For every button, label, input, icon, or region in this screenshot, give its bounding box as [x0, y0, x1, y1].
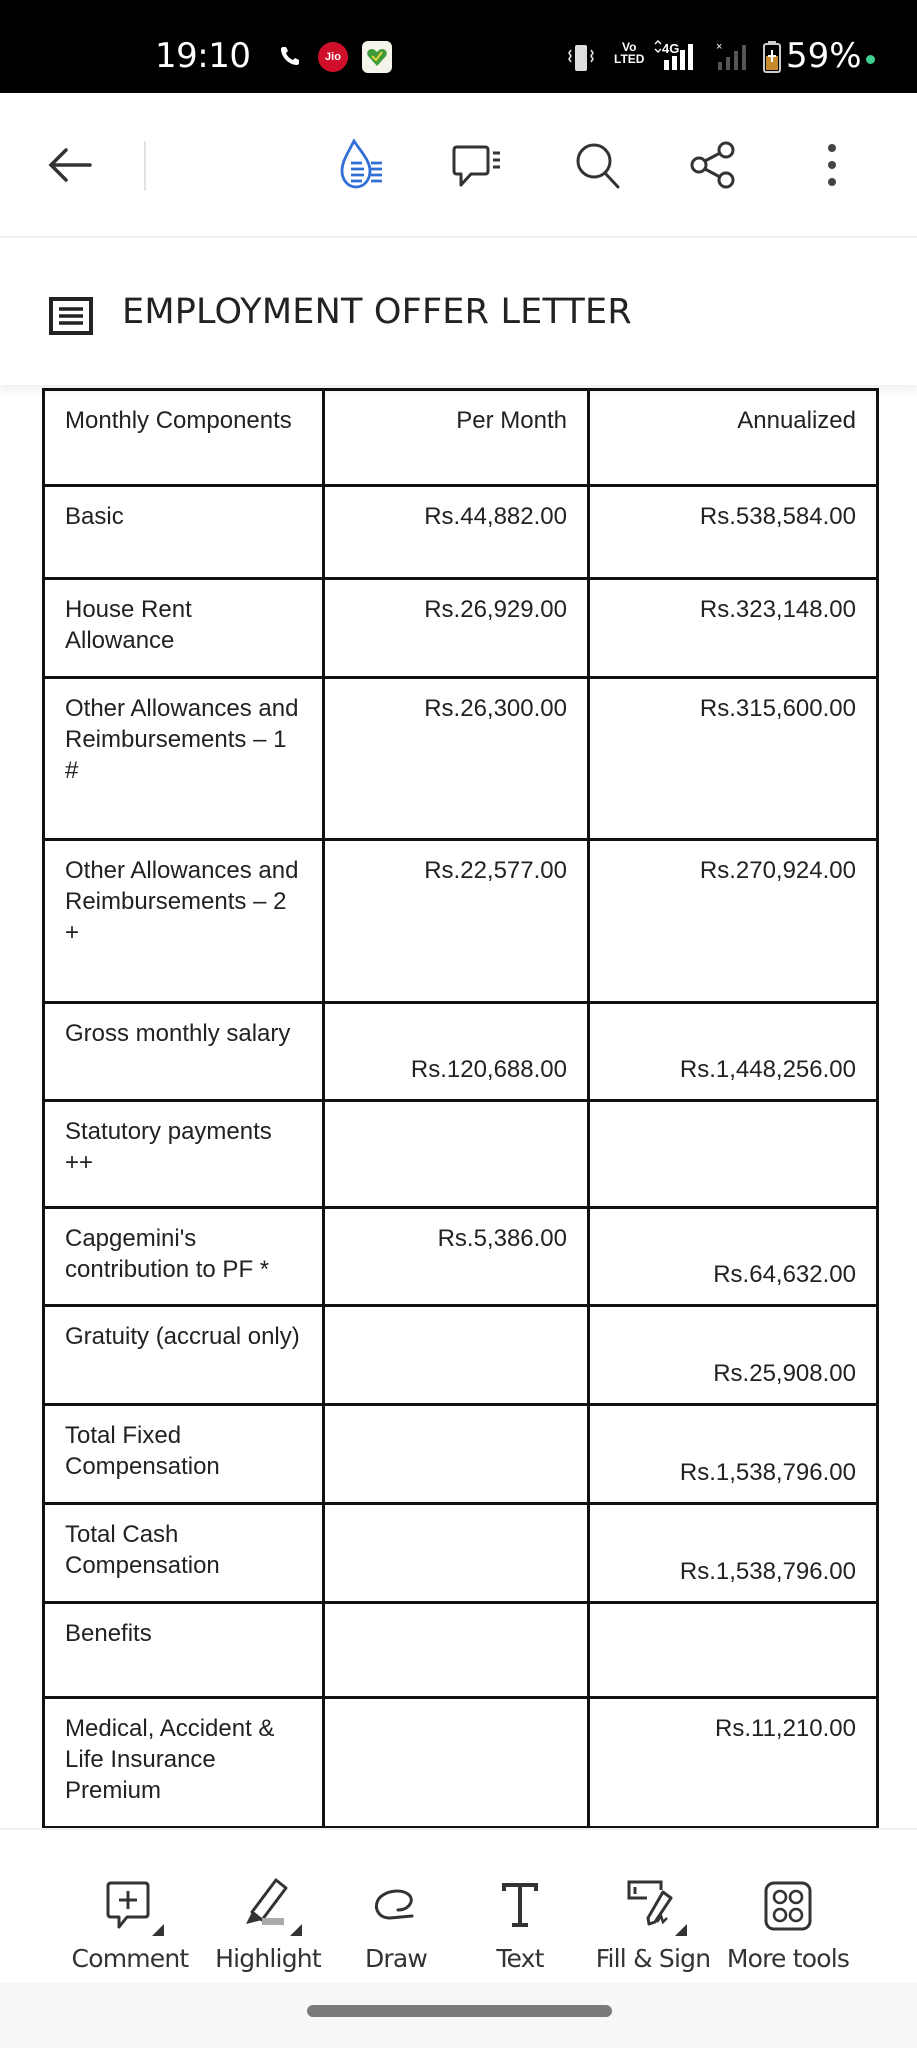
component-cell: Gross monthly salary	[44, 1003, 324, 1101]
component-cell: Other Allowances and Reimbursements – 1 #	[44, 678, 324, 840]
table-row	[44, 1698, 878, 1828]
document-page[interactable]	[0, 385, 917, 1830]
tool-label: Comment	[71, 1944, 189, 1973]
table-row	[44, 1003, 878, 1101]
per-month-cell	[324, 1405, 589, 1504]
header-cell: Per Month	[324, 390, 589, 486]
compensation-table	[42, 388, 879, 1829]
annualized-cell: Rs.315,600.00	[589, 678, 878, 840]
grid-tools-icon	[748, 1874, 828, 1938]
comment-tool-button[interactable]	[70, 1830, 190, 1985]
health-app-icon	[362, 41, 392, 73]
text-t-icon	[480, 1874, 560, 1938]
phone-call-icon	[278, 44, 302, 73]
system-navigation-bar	[0, 1983, 917, 2048]
annualized-cell: Rs.11,210.00	[589, 1698, 878, 1828]
draw-tool-button[interactable]	[346, 1830, 446, 1985]
component-cell: Statutory payments ++	[44, 1101, 324, 1208]
header-cell: Annualized	[589, 390, 878, 486]
component-cell: House Rent Allowance	[44, 579, 324, 678]
table-row	[44, 1208, 878, 1306]
annualized-cell: Rs.64,632.00	[589, 1208, 878, 1306]
document-title-bar	[0, 240, 917, 385]
highlight-tool-button[interactable]	[208, 1830, 328, 1985]
comment-add-icon	[90, 1874, 170, 1938]
table-row	[44, 1504, 878, 1603]
tool-label: Highlight	[215, 1944, 321, 1973]
per-month-cell: Rs.26,300.00	[324, 678, 589, 840]
table-row	[44, 486, 878, 579]
toolbar-divider	[144, 141, 146, 191]
per-month-cell	[324, 1306, 589, 1405]
home-gesture-handle[interactable]	[307, 2005, 612, 2017]
battery-percent: 59%	[786, 36, 862, 76]
status-bar	[0, 0, 917, 93]
annualized-cell: Rs.1,538,796.00	[589, 1504, 878, 1603]
svg-text:×: ×	[716, 41, 723, 53]
bottom-toolbar	[0, 1828, 917, 1983]
per-month-cell	[324, 1101, 589, 1208]
per-month-cell	[324, 1603, 589, 1698]
jio-app-icon: Jio	[318, 42, 348, 72]
document-title: EMPLOYMENT OFFER LETTER	[122, 292, 632, 332]
status-time: 19:10	[155, 36, 251, 76]
table-row	[44, 579, 878, 678]
component-cell: Gratuity (accrual only)	[44, 1306, 324, 1405]
notification-dot-icon	[866, 55, 875, 64]
more-options-button[interactable]	[800, 133, 864, 197]
per-month-cell: Rs.44,882.00	[324, 486, 589, 579]
tool-label: Fill & Sign	[595, 1944, 711, 1973]
annualized-cell: Rs.1,538,796.00	[589, 1405, 878, 1504]
table-header-row	[44, 390, 878, 486]
table-row	[44, 1101, 878, 1208]
table-row	[44, 678, 878, 840]
signal-4g-icon	[652, 40, 702, 77]
document-lines-icon	[48, 296, 94, 341]
annualized-cell	[589, 1603, 878, 1698]
tool-label: Draw	[364, 1944, 428, 1973]
component-cell: Capgemini's contribution to PF *	[44, 1208, 324, 1306]
table-row	[44, 840, 878, 1003]
liquid-mode-button[interactable]	[332, 133, 396, 197]
table-row	[44, 1603, 878, 1698]
signal-no-sim-icon	[716, 40, 756, 77]
fill-sign-tool-button[interactable]	[588, 1830, 718, 1985]
vibrate-icon	[566, 44, 596, 77]
component-cell: Total Fixed Compensation	[44, 1405, 324, 1504]
annualized-cell: Rs.538,584.00	[589, 486, 878, 579]
dropdown-corner-icon	[290, 1924, 302, 1936]
share-button[interactable]	[682, 133, 746, 197]
search-icon	[570, 137, 626, 193]
svg-text:4G: 4G	[662, 41, 680, 56]
search-button[interactable]	[566, 133, 630, 197]
arrow-left-icon	[46, 145, 94, 185]
component-cell: Total Cash Compensation	[44, 1504, 324, 1603]
tool-label: Text	[496, 1944, 544, 1973]
back-button[interactable]	[38, 133, 102, 197]
annualized-cell: Rs.323,148.00	[589, 579, 878, 678]
table-row	[44, 1405, 878, 1504]
fill-sign-icon	[613, 1874, 693, 1938]
per-month-cell: Rs.120,688.00	[324, 1003, 589, 1101]
annualized-cell: Rs.1,448,256.00	[589, 1003, 878, 1101]
dropdown-corner-icon	[675, 1924, 687, 1936]
dropdown-corner-icon	[152, 1924, 164, 1936]
per-month-cell: Rs.26,929.00	[324, 579, 589, 678]
highlighter-icon	[228, 1874, 308, 1938]
volte-icon: Vo LTED	[614, 40, 645, 66]
battery-charging-icon	[762, 40, 782, 79]
draw-loop-icon	[356, 1874, 436, 1938]
per-month-cell: Rs.5,386.00	[324, 1208, 589, 1306]
app-toolbar	[0, 93, 917, 238]
component-cell: Benefits	[44, 1603, 324, 1698]
component-cell: Medical, Accident & Life Insurance Premium	[44, 1698, 324, 1828]
more-vertical-icon	[822, 137, 842, 193]
share-icon	[686, 137, 742, 193]
more-tools-button[interactable]	[724, 1830, 852, 1985]
header-cell: Monthly Components	[44, 390, 324, 486]
component-cell: Basic	[44, 486, 324, 579]
component-cell: Other Allowances and Reimbursements – 2 +	[44, 840, 324, 1003]
annualized-cell	[589, 1101, 878, 1208]
per-month-cell	[324, 1698, 589, 1828]
per-month-cell	[324, 1504, 589, 1603]
comments-list-icon	[447, 135, 507, 195]
liquid-mode-icon	[334, 135, 394, 195]
annualized-cell: Rs.270,924.00	[589, 840, 878, 1003]
per-month-cell: Rs.22,577.00	[324, 840, 589, 1003]
comments-list-button[interactable]	[445, 133, 509, 197]
table-row	[44, 1306, 878, 1405]
tool-label: More tools	[726, 1944, 850, 1973]
text-tool-button[interactable]	[470, 1830, 570, 1985]
annualized-cell: Rs.25,908.00	[589, 1306, 878, 1405]
